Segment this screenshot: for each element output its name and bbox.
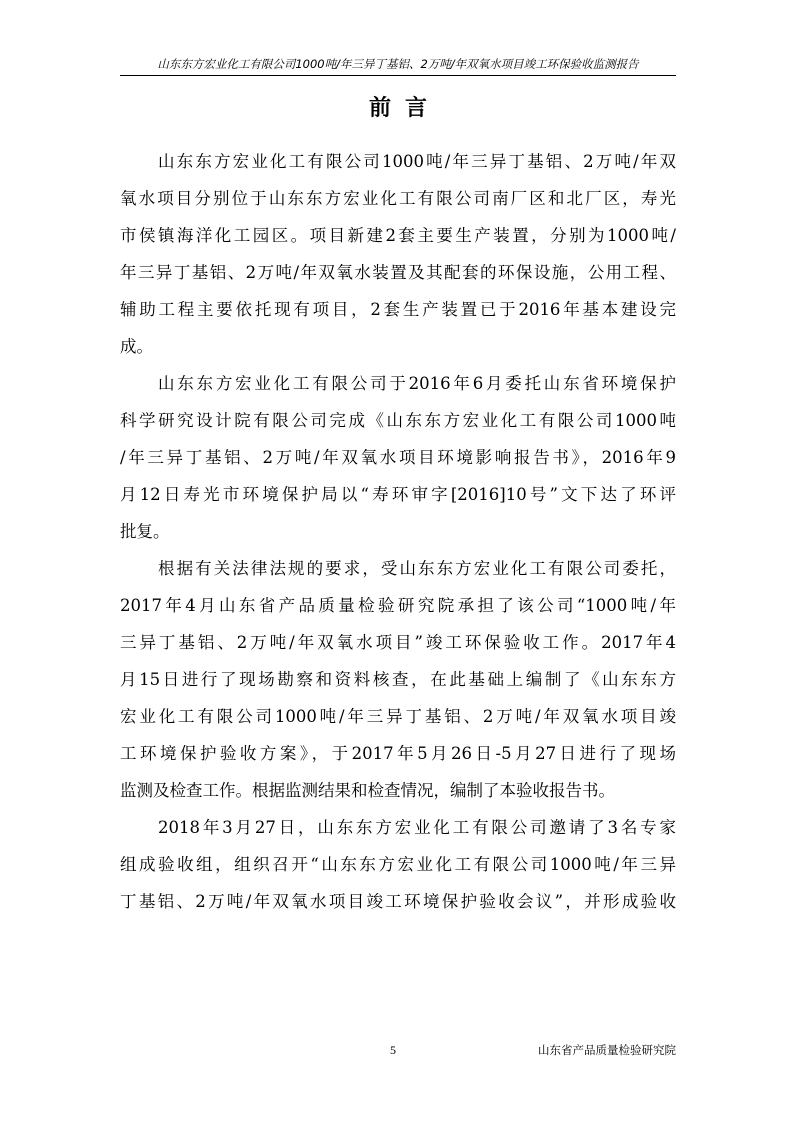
text-line: 监测及检查工作。根据监测结果和检查情况，编制了本验收报告书。 [120, 781, 615, 800]
text-line: 组成验收组，组织召开“山东东方宏业化工有限公司1000吨/年三异 [120, 855, 676, 874]
text-line: 丁基铝、2万吨/年双氧水项目竣工环境保护验收会议”，并形成验收 [120, 892, 676, 911]
text-line: 根据有关法律法规的要求，受山东东方宏业化工有限公司委托， [158, 559, 676, 578]
text-line: 三异丁基铝、2万吨/年双氧水项目”竣工环保验收工作。2017年4 [120, 633, 676, 652]
text-line: /年三异丁基铝、2万吨/年双氧水项目环境影响报告书》，2016年9 [120, 448, 676, 467]
header-divider [120, 75, 676, 76]
paragraph-4 [120, 809, 676, 920]
text-line: 科学研究设计院有限公司完成《山东东方宏业化工有限公司1000吨 [120, 411, 676, 430]
running-header: 山东东方宏业化工有限公司1000吨/年三异丁基铝、2万吨/年双氧水项目竣工环保验收监测报告 [157, 57, 639, 71]
text-line: 成。 [120, 337, 153, 356]
text-line: 年三异丁基铝、2万吨/年双氧水装置及其配套的环保设施，公用工程、 [120, 263, 676, 282]
text-line: 山东东方宏业化工有限公司1000吨/年三异丁基铝、2万吨/年双 [158, 152, 676, 171]
text-line: 批复。 [120, 522, 170, 541]
text-line: 山东东方宏业化工有限公司于2016年6月委托山东省环境保护 [158, 374, 676, 393]
text-line: 月12日寿光市环境保护局以“寿环审字[2016]10号”文下达了环评 [120, 485, 676, 504]
page-title: 前言 [368, 95, 441, 121]
text-line: 辅助工程主要依托现有项目，2套生产装置已于2016年基本建设完 [120, 300, 676, 319]
paragraph-2 [120, 365, 676, 550]
paragraph-3 [120, 550, 676, 809]
text-line: 工环境保护验收方案》，于2017年5月26日-5月27日进行了现场 [120, 744, 676, 763]
text-line: 宏业化工有限公司1000吨/年三异丁基铝、2万吨/年双氧水项目竣 [120, 707, 676, 726]
text-line: 月15日进行了现场勘察和资料核查，在此基础上编制了《山东东方 [120, 670, 676, 689]
paragraph-1 [120, 143, 676, 365]
text-line: 2018年3月27日，山东东方宏业化工有限公司邀请了3名专家 [158, 818, 676, 837]
footer-organization: 山东省产品质量检验研究院 [538, 1043, 676, 1057]
text-line: 市侯镇海洋化工园区。项目新建2套主要生产装置，分别为1000吨/ [120, 226, 676, 245]
page-number: 5 [390, 1043, 396, 1057]
text-line: 氧水项目分别位于山东东方宏业化工有限公司南厂区和北厂区，寿光 [120, 189, 676, 208]
text-line: 2017年4月山东省产品质量检验研究院承担了该公司“1000吨/年 [120, 596, 676, 615]
document-body [120, 143, 676, 920]
